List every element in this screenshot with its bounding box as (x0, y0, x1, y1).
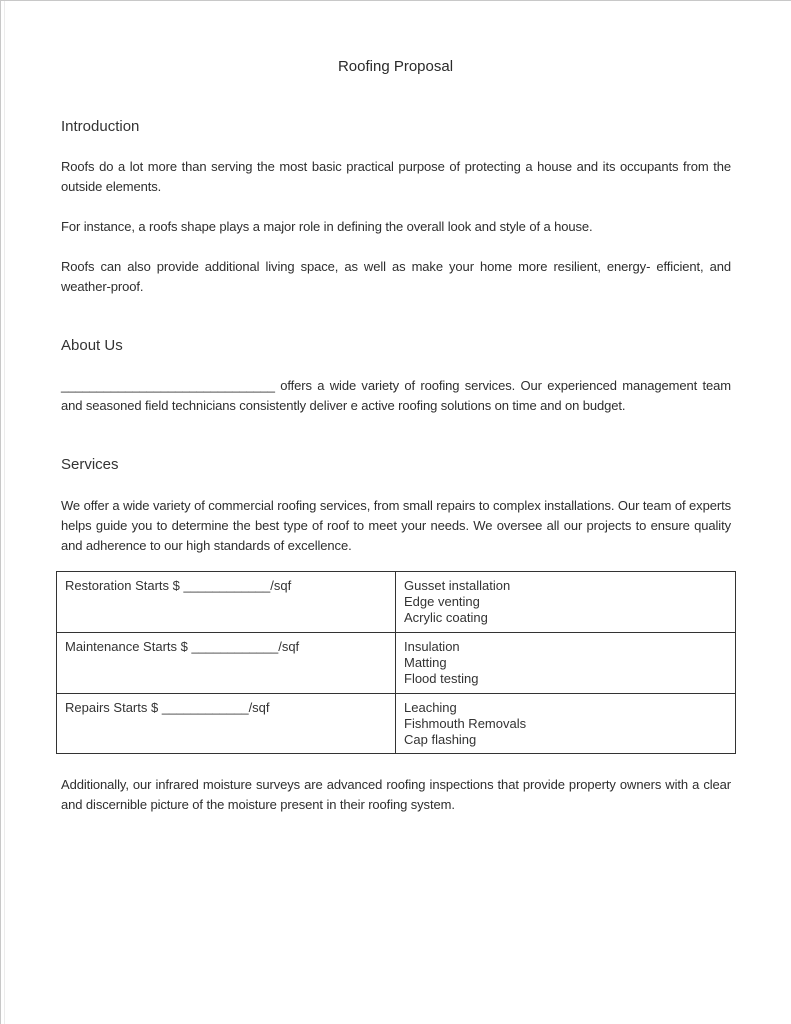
service-item: Insulation (404, 639, 460, 654)
service-item: Edge venting (404, 594, 480, 609)
document-title: Roofing Proposal (337, 58, 454, 75)
price-cell: Restoration Starts $ ____________/sqf (57, 572, 396, 633)
table-row (57, 572, 736, 633)
services-cell (396, 572, 736, 633)
table-row (57, 633, 736, 694)
price-cell: Repairs Starts $ ____________/sqf (57, 694, 396, 754)
company-name-blank: ______________________________ (61, 378, 275, 393)
service-item: Leaching (404, 700, 457, 715)
intro-paragraph-1: Roofs do a lot more than serving the most basic practical purpose of protecting a house and its occupants from the outside elements. (61, 159, 731, 194)
about-text: offers a wide variety of roofing services. Our experienced management team and seasoned field technicians consistently deliver e active roofing solutions on time and on budget. (61, 378, 731, 413)
services-table (56, 571, 736, 754)
service-item: Gusset installation (404, 578, 511, 593)
heading-about-us: About Us (61, 337, 123, 354)
service-item: Fishmouth Removals (404, 716, 527, 731)
heading-introduction: Introduction (61, 118, 140, 135)
table-row (57, 694, 736, 754)
services-cell (396, 633, 736, 694)
about-paragraph (61, 376, 731, 416)
service-item: Matting (404, 655, 447, 670)
service-item: Flood testing (404, 671, 479, 686)
intro-paragraph-3: Roofs can also provide additional living space, as well as make your home more resilient, energy- efficient, and weather-proof. (61, 259, 731, 294)
services-paragraph: We offer a wide variety of commercial roofing services, from small repairs to complex installations. Our team of experts helps guide you to determine the best type of roof to meet your needs. We oversee all our projects to ensure quality and adherence to our high standards of excellence. (61, 498, 731, 553)
services-cell (396, 694, 736, 754)
service-item: Acrylic coating (404, 610, 488, 625)
closing-paragraph: Additionally, our infrared moisture surveys are advanced roofing inspections that provide property owners with a clear and discernible picture of the moisture present in their roofing system. (61, 777, 731, 812)
heading-services: Services (61, 456, 119, 473)
service-item: Cap flashing (404, 732, 477, 747)
price-cell: Maintenance Starts $ ____________/sqf (57, 633, 396, 694)
intro-paragraph-2: For instance, a roofs shape plays a major role in defining the overall look and style of a house. (61, 219, 593, 234)
